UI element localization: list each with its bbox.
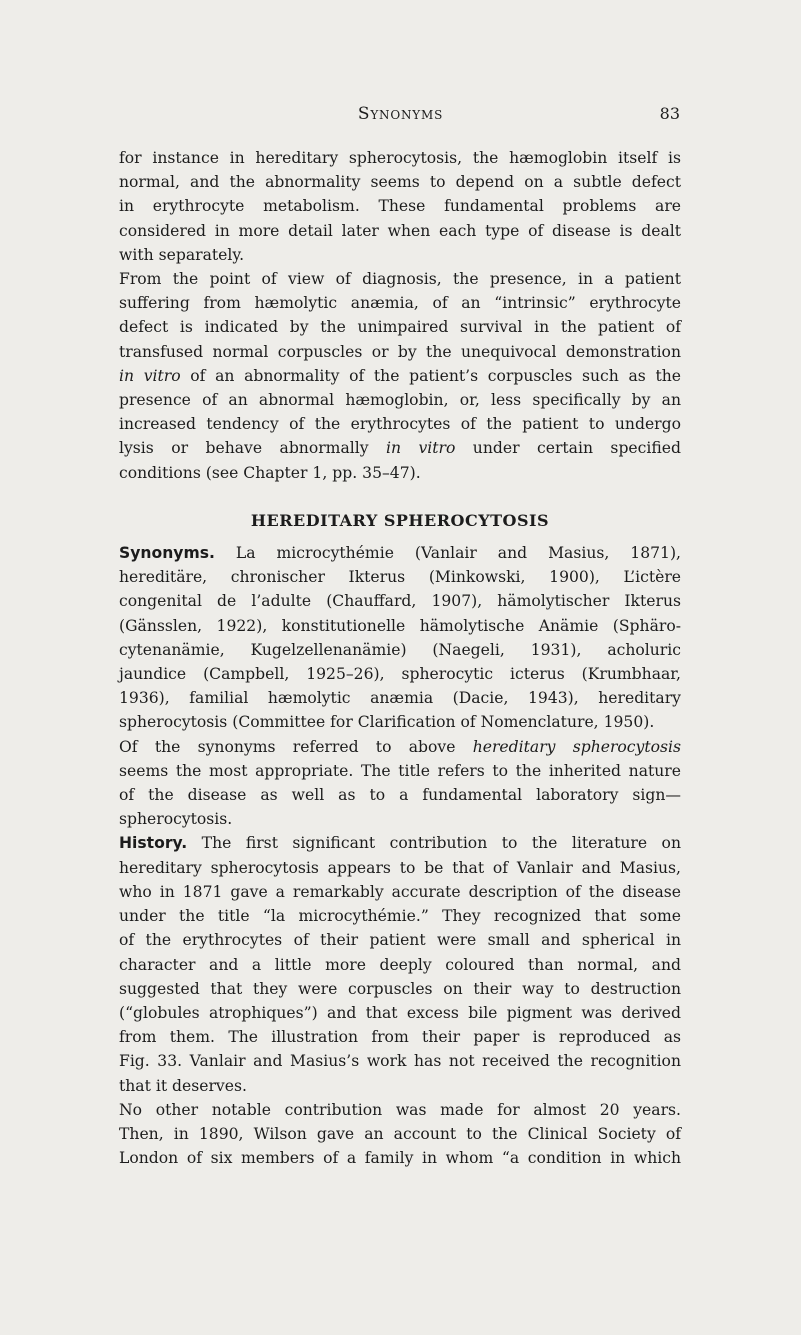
text-line: considered in more detail later when each type of disease is dealt [119, 221, 681, 240]
text-line: conditions (see Chapter 1, pp. 35–47). [119, 463, 421, 482]
text-line: Then, in 1890, Wilson gave an account to the Clinical Society of [119, 1124, 681, 1143]
text-line: (Gänsslen, 1922), konstitutionelle hämolytische Anämie (Sphäro- [119, 616, 681, 635]
text-line: character and a little more deeply coloured than normal, and [119, 955, 681, 974]
text-line: presence of an abnormal hæmoglobin, or, less specifically by an [119, 391, 681, 410]
text-line: London of six members of a family in whom “a condition in which [119, 1149, 681, 1168]
text-line: jaundice (Campbell, 1925–26), spherocytic icterus (Krumbhaar, [119, 665, 681, 684]
text-line: Fig. 33. Vanlair and Masius’s work has not received the recognition [119, 1052, 681, 1071]
text-line: who in 1871 gave a remarkably accurate description of the disease [119, 882, 681, 901]
page-number: 83 [659, 104, 680, 123]
paragraph-2 [119, 267, 681, 485]
text-line: of the erythrocytes of their patient were small and spherical in [119, 931, 681, 950]
text-line: cytenanämie, Kugelzellenanämie) (Naegeli, 1931), acholuric [119, 640, 681, 659]
italic-term: in vitro [386, 439, 456, 458]
text-line: hereditary spherocytosis appears to be that of Vanlair and Masius, [119, 858, 681, 877]
text-line [119, 831, 681, 855]
italic-term: in vitro [119, 366, 181, 385]
text-line: From the point of view of diagnosis, the presence, in a patient [119, 270, 681, 289]
text-run: La microcythémie (Vanlair and Masius, 1871), [214, 544, 681, 563]
section-heading: HEREDITARY SPHEROCYTOSIS [250, 510, 550, 530]
text-run: lysis or behave abnormally [119, 439, 386, 458]
text-line: that it deserves. [119, 1076, 247, 1095]
text-line: No other notable contribution was made for almost 20 years. [119, 1100, 681, 1119]
text-line: with separately. [119, 245, 245, 264]
text-run: Of the synonyms referred to above [119, 737, 473, 756]
paragraph-appropriate-name [119, 735, 681, 832]
text-line: transfused normal corpuscles or by the unequivocal demonstration [119, 342, 681, 361]
body-text [119, 146, 681, 1170]
text-run: of an abnormality of the patient’s corpuscles such as the [180, 366, 681, 385]
text-line: increased tendency of the erythrocytes of the patient to undergo [119, 415, 681, 434]
paragraph-wilson [119, 1098, 681, 1171]
text-line: in erythrocyte metabolism. These fundamental problems are [119, 197, 681, 216]
paragraph-1 [119, 146, 681, 267]
text-line: from them. The illustration from their paper is reproduced as [119, 1028, 681, 1047]
text-line [119, 364, 681, 388]
text-line: of the disease as well as to a fundamental laboratory sign— [119, 786, 681, 805]
text-line [119, 541, 681, 565]
run-in-heading-synonyms: Synonyms. [119, 544, 215, 563]
text-line: spherocytosis. [119, 810, 233, 829]
text-line: (“globules atrophiques”) and that excess bile pigment was derived [119, 1003, 681, 1022]
text-line [119, 436, 681, 460]
text-line: defect is indicated by the unimpaired survival in the patient of [119, 318, 681, 337]
text-line: under the title “la microcythémie.” They recognized that some [119, 907, 681, 926]
run-in-heading-history: History. [119, 834, 188, 853]
paragraph-history [119, 831, 681, 1097]
text-line: for instance in hereditary spherocytosis, the hæmoglobin itself is [119, 149, 681, 167]
text-line: seems the most appropriate. The title refers to the inherited nature [119, 761, 681, 780]
running-head: Synonyms [357, 104, 444, 124]
text-run: under certain specified [455, 439, 681, 458]
text-line [119, 735, 681, 759]
text-line: 1936), familial hæmolytic anæmia (Dacie, 1943), hereditary [119, 689, 681, 708]
text-line: normal, and the abnormality seems to depend on a subtle defect [119, 173, 681, 192]
text-line: suggested that they were corpuscles on their way to destruction [119, 979, 681, 998]
text-run: The first significant contribution to the literature on [187, 834, 681, 853]
text-line: spherocytosis (Committee for Clarification of Nomenclature, 1950). [119, 713, 655, 732]
italic-term: hereditary spherocytosis [472, 737, 681, 756]
text-line: suffering from hæmolytic anæmia, of an “intrinsic” erythrocyte [119, 294, 681, 313]
text-line: congenital de l’adulte (Chauffard, 1907), hämolytischer Ikterus [119, 592, 681, 611]
paragraph-synonyms [119, 541, 681, 735]
text-line: hereditäre, chronischer Ikterus (Minkowski, 1900), L’ictère [119, 568, 681, 587]
